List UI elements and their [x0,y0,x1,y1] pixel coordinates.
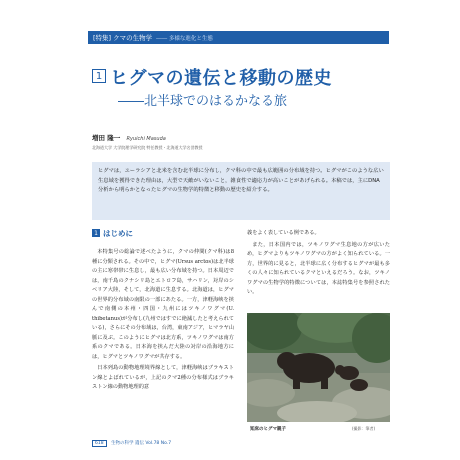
section-heading: はじめに [103,229,133,238]
feature-tag: [特集] クマの生物学 [93,34,153,42]
page-number: 618 [92,440,107,447]
author-affiliation: 北海道大学 大学院理学研究院 特任教授・北海道大学名誉教授 [92,145,203,150]
journal-name: 生物の科学 遺伝 [111,441,144,446]
body-paragraph: 日本列島の動物地理境界線として，津軽海峡はブラキストン線とよばれているが，上記のクマ2種の分布様式はブラキストン線の動物地理的意 [92,365,234,390]
article-subtitle: ――北半球でのはるかなる旅 [118,94,288,109]
body-paragraph: 義をよく表している例である。 [247,230,320,236]
author-line [92,133,166,142]
body-column-right [247,229,390,300]
page-footer [92,440,171,446]
feature-header-bar [88,31,389,44]
article-number-badge: 1 [92,69,106,83]
journal-volume: Vol.78 No.7 [145,441,172,446]
author-name-roman: Ryuichi Masuda [126,136,166,142]
bear-photo [247,313,390,422]
article-title: ヒグマの遺伝と移動の歴史 [110,68,332,89]
body-paragraph: また，日本国内では，ツキノワグマ生息地の方が広いため，ヒグマよりもツキノワグマの方がよく知られている。一方，世界的に見ると，北半球に広く分布するヒグマが最も多くの人々に知られているクマといえるだろう。なお，ツキノワグマの生物学的特徴については，本誌特集号を参照されたい。 [247,241,390,295]
photo-credit: (撮影：筆者) [352,426,376,431]
body-paragraph: 本特集号の総論で述べたように，クマの仲間(クマ科)は8種に分類される。その中で，ヒグマ(Ursus arctos)は北半球の主に寒帯帯に生息し，最も広い分布域を持つ。日本周辺では，南千島のクナシリ島とエトロフ島，サハリン，対岸のシベリア大陸，そして，北海道に生息する。北海道は，ヒグマの世界的分布域の南限の一部にあたる。一方，津軽海峡を挟んで南側の本州・四国・九州にはツキノワグマ(U. thibetanus)が分布し(九州ではすでに絶滅したと考えられている)，さらにその分布域は，台湾，東南アジア，ヒマラヤ山脈に及ぶ。このようにヒグマは北方系，ツキノワグマは南方系のクマである。日本海を挟んだ大陸の対岸の沿海地方には，ヒグマとツキノワグマが共存する。 [92,249,234,360]
body-column-left [92,248,234,395]
feature-subtitle: ―― 多様な進化と生態 [156,35,213,42]
section-number-badge: 1 [92,229,100,237]
photo-caption: 知床のヒグマ親子 [250,427,286,432]
bear-photo-image [247,313,390,422]
author-name: 増田 隆一 [92,134,121,142]
abstract-box: ヒグマは，ユーラシアと北米を含む北半球に分布し，クマ科の中で最も広範囲の分布域を持つ。ヒグマがこのような広い生息域を獲得できた理由は，大型で天敵がいないこと，雑食性で適応力が高いことがあげられる。本稿では，主にDNA分析から明らかとなったヒグマの生物学的特徴と移動の歴史を紹介する。 [92,162,390,220]
